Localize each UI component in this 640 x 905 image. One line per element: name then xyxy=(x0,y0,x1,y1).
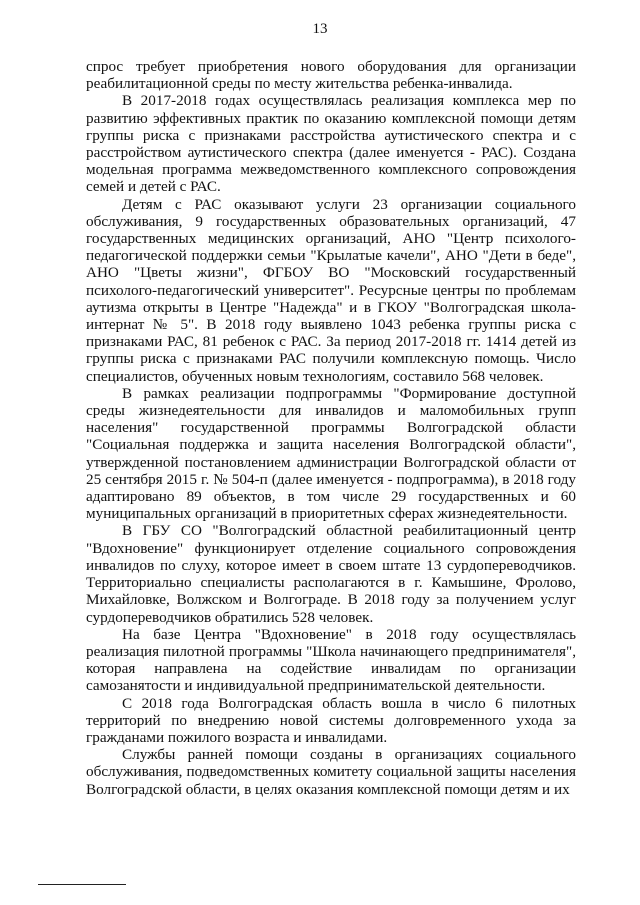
document-body xyxy=(86,58,576,798)
paragraph-continuation: спрос требует приобретения нового оборудования для организации реабилитационной среды по месту жительства ребенка-инвалида. xyxy=(86,58,576,93)
paragraph-entrepreneur-school: На базе Центра "Вдохновение" в 2018 году осуществлялась реализация пилотной программы "Школа начинающего предпринимателя", которая направлена на содействие инвалидам по организации самозанятости и индивидуальной предпринимательской деятельности. xyxy=(86,625,576,695)
paragraph-accessible-environment: В рамках реализации подпрограммы "Формирование доступной среды жизнедеятельности для инвалидов и маломобильных групп населения" государственной программы Волгоградской области "Социальная поддержка и защита населения Волгоградской области", утвержденной постановлением администрации Волгоградской области от 25 сентября 2015 г. № 504-п (далее именуется - подпрограмма), в 2018 году адаптировано 89 объектов, в том числе 29 государственных и 60 муниципальных организаций в приоритетных сферах жизнедеятельности. xyxy=(86,384,576,523)
paragraph-sign-language: В ГБУ СО "Волгоградский областной реабилитационный центр "Вдохновение" функционирует отделение социального сопровождения инвалидов по слуху, которое имеет в своем штате 13 сурдопереводчиков. Территориально специалисты располагаются в г. Камышине, Фролово, Михайловке, Волжском и Волгограде. В 2018 году за получением услуг сурдопереводчиков обратились 528 человек. xyxy=(86,522,576,626)
page-number: 13 xyxy=(312,21,328,37)
paragraph-ras-program: В 2017-2018 годах осуществлялась реализация комплекса мер по развитию эффективных практик по оказанию комплексной помощи детям группы риска с признаками расстройства аутистического спектра и с расстройством аутистического спектра (далее именуется - РАС). Создана модельная программа межведомственного комплексного сопровождения семей и детей с РАС. xyxy=(86,92,576,196)
paragraph-long-term-care: С 2018 года Волгоградская область вошла в число 6 пилотных территорий по внедрению новой системы долговременного ухода за гражданами пожилого возраста и инвалидами. xyxy=(86,694,576,746)
paragraph-ras-services: Детям с РАС оказывают услуги 23 организации социального обслуживания, 9 государственных образовательных организаций, 47 государственных медицинских организаций, АНО "Центр психолого-педагогической поддержки семьи "Крылатые качели", АНО "Дети в беде", АНО "Цветы жизни", ФГБОУ ВО "Московский государственный психолого-педагогический университет". Ресурсные центры по проблемам аутизма открыты в Центре "Надежда" и в ГКОУ "Волгоградская школа-интернат № 5". В 2018 году выявлено 1043 ребенка группы риска с признаками РАС, 81 ребенок с РАС. За период 2017-2018 гг. 1414 детей из группы риска с признаками РАС получили комплексную помощь. Число специалистов, обученных новым технологиям, составило 568 человек. xyxy=(86,195,576,385)
footnote-divider xyxy=(38,884,126,885)
paragraph-early-help: Службы ранней помощи созданы в организациях социального обслуживания, подведомственных комитету социальной защиты населения Волгоградской области, в целях оказания комплексной помощи детям и их xyxy=(86,746,576,798)
